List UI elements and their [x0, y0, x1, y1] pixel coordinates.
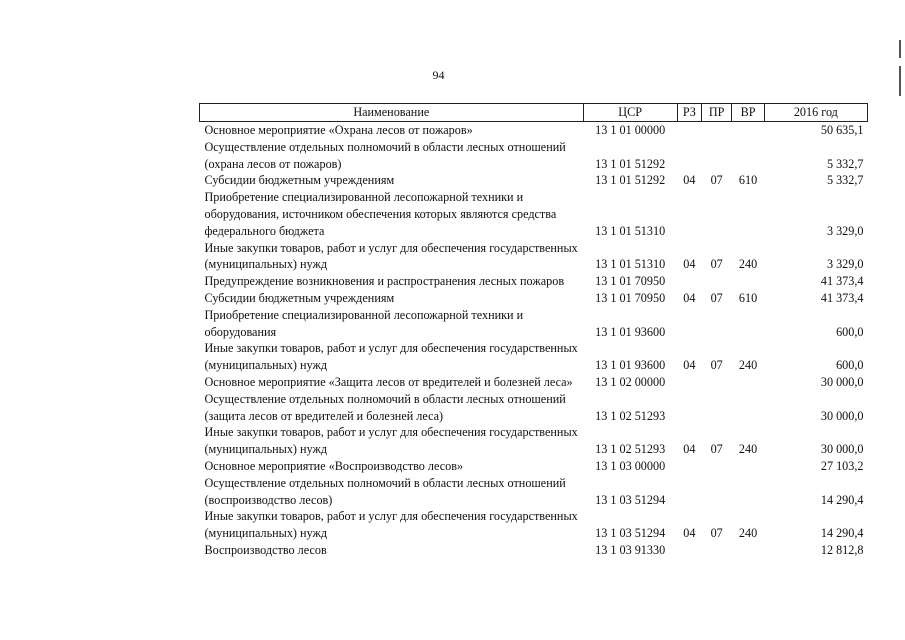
- cell-vr: 610: [738, 290, 758, 305]
- cell-vr: 240: [738, 257, 758, 272]
- cell-name: Иные закупки товаров, работ и услуг для обеспечения государственных (муниципальных) нужд: [204, 509, 578, 541]
- cell-pr: 07: [710, 526, 723, 541]
- cell-amount: 14 290,4: [820, 526, 864, 541]
- cell-csr: 13 1 03 51294: [595, 526, 666, 541]
- cell-csr: 13 1 01 51310: [595, 257, 666, 272]
- cell-name: Иные закупки товаров, работ и услуг для обеспечения государственных (муниципальных) нужд: [204, 341, 578, 373]
- cell-rz: 04: [683, 257, 696, 272]
- cell-pr: [702, 122, 732, 139]
- page-number: 94: [432, 68, 445, 82]
- cell-name: Субсидии бюджетным учреждениям: [204, 290, 395, 305]
- table-header-row: [200, 104, 868, 122]
- table-row: [200, 240, 868, 274]
- cell-name: Иные закупки товаров, работ и услуг для обеспечения государственных (муниципальных) нужд: [204, 240, 578, 272]
- cell-name: Основное мероприятие «Защита лесов от вредителей и болезней леса»: [204, 374, 573, 389]
- cell-csr: 13 1 01 51292: [595, 156, 666, 171]
- cell-rz: 04: [683, 290, 696, 305]
- table-row: [200, 458, 868, 475]
- table-row: [200, 273, 868, 290]
- cell-vr: [732, 391, 764, 425]
- cell-csr: 13 1 01 00000: [595, 123, 666, 137]
- table-row: [200, 475, 868, 509]
- cell-rz: [677, 122, 701, 139]
- cell-pr: [702, 374, 732, 391]
- cell-amount: 600,0: [836, 324, 864, 339]
- cell-csr: 13 1 03 91330: [595, 542, 666, 557]
- cell-name: Воспроизводство лесов: [204, 542, 327, 557]
- cell-pr: [702, 391, 732, 425]
- cell-amount: 27 103,2: [820, 458, 864, 473]
- cell-name: Приобретение специализированной лесопожарной техники и оборудования: [204, 307, 524, 339]
- table-row: [200, 424, 868, 458]
- cell-rz: [677, 458, 701, 475]
- cell-csr: 13 1 03 00000: [595, 458, 666, 473]
- cell-amount: 30 000,0: [820, 442, 864, 457]
- cell-amount: 50 635,1: [820, 123, 864, 137]
- cell-amount: 30 000,0: [820, 374, 864, 389]
- cell-pr: 07: [710, 290, 723, 305]
- cell-pr: 07: [710, 442, 723, 457]
- cell-rz: [677, 374, 701, 391]
- cell-vr: [732, 273, 764, 290]
- cell-vr: [732, 307, 764, 341]
- cell-amount: 12 812,8: [820, 542, 864, 557]
- cell-rz: 04: [683, 526, 696, 541]
- cell-name: Предупреждение возникновения и распространения лесных пожаров: [204, 274, 565, 289]
- cell-amount: 3 329,0: [826, 223, 864, 238]
- cell-name: Основное мероприятие «Охрана лесов от пожаров»: [204, 123, 473, 137]
- cell-vr: 240: [738, 442, 758, 457]
- table-row: [200, 172, 868, 189]
- table-row: [200, 374, 868, 391]
- cell-vr: [732, 542, 764, 559]
- header-name: Наименование: [200, 104, 584, 122]
- table-row: [200, 139, 868, 173]
- table-row: [200, 391, 868, 425]
- cell-csr: 13 1 02 51293: [595, 408, 666, 423]
- cell-name: Осуществление отдельных полномочий в области лесных отношений (воспроизводство лесов): [204, 475, 566, 507]
- cell-amount: 14 290,4: [820, 492, 864, 507]
- cell-rz: [677, 307, 701, 341]
- cell-vr: 240: [738, 358, 758, 373]
- cell-vr: [732, 458, 764, 475]
- cell-csr: 13 1 01 93600: [595, 324, 666, 339]
- cell-vr: 610: [738, 173, 758, 188]
- cell-pr: 07: [710, 257, 723, 272]
- cell-vr: [732, 374, 764, 391]
- cell-name: Иные закупки товаров, работ и услуг для обеспечения государственных (муниципальных) нужд: [204, 425, 578, 457]
- cell-rz: [677, 273, 701, 290]
- table-body: [200, 122, 868, 559]
- cell-amount: 5 332,7: [826, 156, 864, 171]
- cell-name: Приобретение специализированной лесопожарной техники и оборудования, источником обеспечения которых являются средства федерального бюджета: [204, 190, 557, 238]
- cell-pr: [702, 189, 732, 239]
- cell-pr: 07: [710, 173, 723, 188]
- cell-amount: 41 373,4: [820, 274, 864, 289]
- table-row: [200, 340, 868, 374]
- cell-vr: [732, 122, 764, 139]
- budget-table: [199, 103, 868, 559]
- cell-name: Осуществление отдельных полномочий в области лесных отношений (защита лесов от вредителей и болезней леса): [204, 391, 566, 423]
- cell-amount: 5 332,7: [826, 173, 864, 188]
- cell-rz: [677, 189, 701, 239]
- cell-csr: 13 1 01 93600: [595, 358, 666, 373]
- table-row: [200, 122, 868, 139]
- cell-rz: [677, 391, 701, 425]
- cell-name: Основное мероприятие «Воспроизводство лесов»: [204, 458, 464, 473]
- table-row: [200, 542, 868, 559]
- header-pr: ПР: [702, 104, 732, 122]
- cell-vr: 240: [738, 526, 758, 541]
- header-year: 2016 год: [764, 104, 867, 122]
- cell-csr: 13 1 01 51310: [595, 223, 666, 238]
- cell-pr: 07: [710, 358, 723, 373]
- cell-amount: 30 000,0: [820, 408, 864, 423]
- cell-vr: [732, 189, 764, 239]
- cell-rz: [677, 139, 701, 173]
- cell-pr: [702, 475, 732, 509]
- scan-edge-mark: [899, 40, 901, 58]
- cell-pr: [702, 458, 732, 475]
- cell-rz: 04: [683, 442, 696, 457]
- table-row: [200, 189, 868, 239]
- cell-rz: [677, 542, 701, 559]
- cell-csr: 13 1 01 70950: [595, 274, 666, 289]
- cell-pr: [702, 273, 732, 290]
- header-rz: РЗ: [677, 104, 701, 122]
- cell-vr: [732, 475, 764, 509]
- cell-csr: 13 1 02 51293: [595, 442, 666, 457]
- table-row: [200, 307, 868, 341]
- cell-csr: 13 1 03 51294: [595, 492, 666, 507]
- scan-edge-mark: [899, 66, 901, 96]
- cell-pr: [702, 307, 732, 341]
- cell-csr: 13 1 02 00000: [595, 374, 666, 389]
- cell-rz: [677, 475, 701, 509]
- table-row: [200, 290, 868, 307]
- cell-vr: [732, 139, 764, 173]
- header-vr: ВР: [732, 104, 764, 122]
- cell-amount: 3 329,0: [826, 257, 864, 272]
- cell-csr: 13 1 01 70950: [595, 290, 666, 305]
- cell-csr: 13 1 01 51292: [595, 173, 666, 188]
- cell-rz: 04: [683, 358, 696, 373]
- table-row: [200, 508, 868, 542]
- cell-amount: 600,0: [836, 358, 864, 373]
- cell-amount: 41 373,4: [820, 290, 864, 305]
- cell-pr: [702, 139, 732, 173]
- header-csr: ЦСР: [583, 104, 677, 122]
- cell-pr: [702, 542, 732, 559]
- cell-name: Субсидии бюджетным учреждениям: [204, 173, 395, 188]
- cell-name: Осуществление отдельных полномочий в области лесных отношений (охрана лесов от пожаров): [204, 139, 566, 171]
- cell-rz: 04: [683, 173, 696, 188]
